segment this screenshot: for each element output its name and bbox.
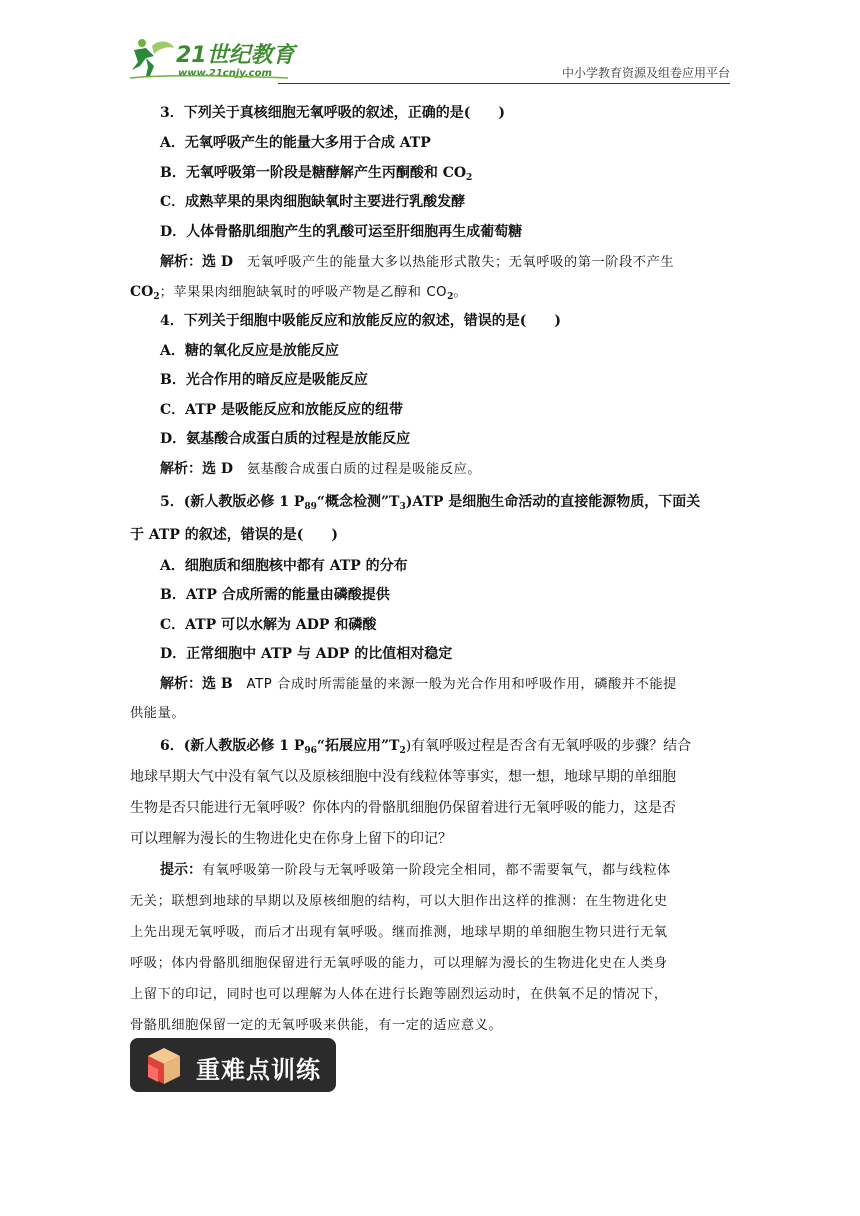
q4-option-b: B．光合作用的暗反应是吸能反应 (160, 372, 368, 388)
q5-option-a: A．细胞质和细胞核中都有 ATP 的分布 (160, 558, 408, 574)
question-5-stem-cont: 于 ATP 的叙述，错误的是( ) (130, 527, 339, 543)
q6-hint-2: 无关；联想到地球的早期以及原核细胞的结构，可以大胆作出这样的推测：在生物进化史 (130, 894, 668, 909)
q3-analysis-cont: $CO_2$；苹果果肉细胞缺氧时的呼吸产物是乙醇和 $CO_2$。 (130, 284, 468, 302)
logo-21cnjy (128, 36, 298, 82)
cube-icon (144, 1046, 184, 1086)
page-header (128, 36, 730, 84)
q4-analysis: 解析：选 D 氨基酸合成蛋白质的过程是吸能反应。 (160, 461, 482, 477)
q4-option-d: D．氨基酸合成蛋白质的过程是放能反应 (160, 431, 411, 447)
q6-hint-4: 呼吸；体内骨骼肌细胞保留进行无氧呼吸的能力，可以理解为漫长的生物进化史在人类身 (130, 956, 668, 971)
q6-hint-3: 上先出现无氧呼吸，而后才出现有氧呼吸。继而推测，地球早期的单细胞生物只进行无氧 (130, 925, 668, 940)
q3-analysis: 解析：选 D 无氧呼吸产生的能量大多以热能形式散失；无氧呼吸的第一阶段不产生 (160, 254, 675, 270)
q5-option-c: C．ATP 可以水解为 ADP 和磷酸 (160, 617, 377, 633)
q3-option-c: C．成熟苹果的果肉细胞缺氧时主要进行乳酸发酵 (160, 194, 466, 210)
q4-option-c: C．ATP 是吸能反应和放能反应的纽带 (160, 402, 404, 418)
q5-option-d: D．正常细胞中 ATP 与 ADP 的比值相对稳定 (160, 646, 453, 662)
q6-hint-6: 骨骼肌细胞保留一定的无氧呼吸来供能，有一定的适应意义。 (130, 1018, 503, 1033)
q4-option-a: A．糖的氧化反应是放能反应 (160, 343, 339, 359)
q6-hint: 提示：有氧呼吸第一阶段与无氧呼吸第一阶段完全相同，都不需要氧气，都与线粒体 (160, 862, 671, 878)
question-6-stem-2: 地球早期大气中没有氧气以及原核细胞中没有线粒体等事实，想一想，地球早期的单细胞 (130, 769, 676, 785)
question-6-stem-4: 可以理解为漫长的生物进化史在你身上留下的印记？ (130, 831, 452, 847)
q3-option-a: A．无氧呼吸产生的能量大多用于合成 ATP (160, 135, 431, 151)
question-6-stem-3: 生物是否只能进行无氧呼吸？你体内的骨骼肌细胞仍保留着进行无氧呼吸的能力，这是否 (130, 800, 676, 816)
section-title: 重难点训练 (196, 1056, 321, 1084)
q6-hint-5: 上留下的印记，同时也可以理解为人体在进行长跑等剧烈运动时，在供氧不足的情况下， (130, 987, 668, 1002)
q3-option-b: B．无氧呼吸第一阶段是糖酵解产生丙酮酸和 $CO_2$ (160, 165, 473, 183)
question-5-stem: 5．(新人教版必修 1 $P_{89}“$概念检测$”T_3)ATP$ 是细胞生命活动的直接能源物质，下面关 (160, 494, 701, 512)
q5-option-b: B．ATP 合成所需的能量由磷酸提供 (160, 587, 390, 603)
svg-text:www.21cnjy.com: www.21cnjy.com (178, 68, 272, 79)
question-4-stem: 4．下列关于细胞中吸能反应和放能反应的叙述，错误的是( ) (160, 313, 561, 329)
svg-text:21世纪教育: 21世纪教育 (176, 43, 295, 68)
section-banner (130, 1038, 336, 1092)
question-3-stem: 3．下列关于真核细胞无氧呼吸的叙述，正确的是( ) (160, 105, 505, 121)
question-6-stem: 6．(新人教版必修 1 $P_{96}“$拓展应用$”T_2$)有氧呼吸过程是否含有无氧呼吸的步骤？结合 (160, 738, 692, 756)
q5-analysis: 解析：选 B ATP 合成时所需能量的来源一般为光合作用和呼吸作用，磷酸并不能提 (160, 676, 677, 692)
platform-title: 中小学教育资源及组卷应用平台 (561, 66, 730, 80)
q5-analysis-cont: 供能量。 (130, 706, 186, 721)
q3-option-d: D．人体骨骼肌细胞产生的乳酸可运至肝细胞再生成葡萄糖 (160, 224, 523, 240)
header-rule (278, 83, 730, 84)
